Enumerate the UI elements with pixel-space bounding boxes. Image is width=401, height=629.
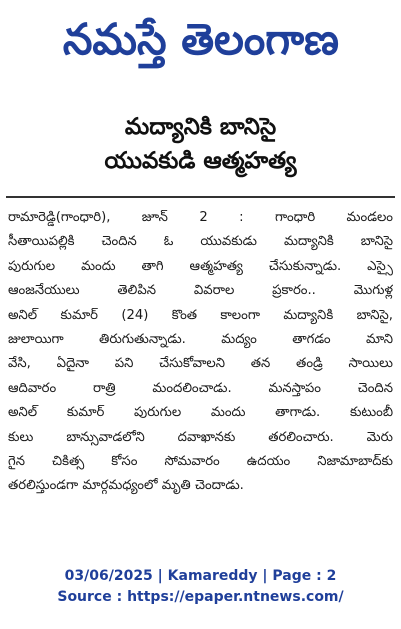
headline-line-2: యువకుడి ఆత్మహత్య	[104, 148, 297, 174]
masthead-logo: నమస్తే తెలంగాణ	[62, 14, 339, 65]
body-line: సీతాయిపల్లికి చెందిన ఓ యువకుడు మద్యానికి బానిసై	[8, 234, 393, 250]
body-line: ఆంజనేయులు తెలిపిన వివరాల ప్రకారం.. మొగుళ్ల	[8, 283, 393, 299]
clipping-footer	[0, 566, 401, 608]
body-line: గైన చికిత్స కోసం సోమవారం ఉదయం నిజామాబాద్‌కు	[8, 453, 393, 469]
body-line: జులాయిగా తిరుగుతున్నాడు. మద్యం తాగడం మాని	[8, 331, 393, 347]
body-line: వేసి, ఏదైనా పని చేసుకోవాలని తన తండ్రి సాయిలు	[8, 356, 393, 372]
date-edition-page: 03/06/2025 | Kamareddy | Page : 2	[64, 568, 337, 584]
body-line: ఆదివారం రాత్రి మందలించాడు. మనస్తాపం చెందిన	[8, 380, 393, 396]
body-line: తరలిస్తుండగా మార్గమధ్యంలో మృతి చెందాడు.	[8, 478, 244, 494]
source-line: Source : https://epaper.ntnews.com/	[57, 589, 344, 605]
body-line: కులు బాన్సువాడలోని దవాఖానకు తరలించారు. మెరు	[8, 429, 393, 445]
body-line: అనిల్ కుమార్ (24) కొంత కాలంగా మద్యానికి బానిసై,	[8, 307, 393, 323]
headline-line-1: మద్యానికి బానిసై	[124, 114, 277, 140]
article-headline	[0, 110, 401, 178]
body-line: పురుగుల మందు తాగి ఆత్మహత్య చేసుకున్నాడు. ఎస్సై	[8, 258, 393, 274]
body-line: రామారెడ్డి(గాంధారి), జూన్ 2 : గాంధారి మండలం	[8, 210, 393, 225]
article-body	[8, 206, 393, 499]
newspaper-masthead	[0, 0, 401, 80]
body-line: అనిల్ కుమార్ పురుగుల మందు తాగాడు. కుటుంబీ	[8, 405, 393, 421]
headline-divider	[6, 196, 395, 198]
